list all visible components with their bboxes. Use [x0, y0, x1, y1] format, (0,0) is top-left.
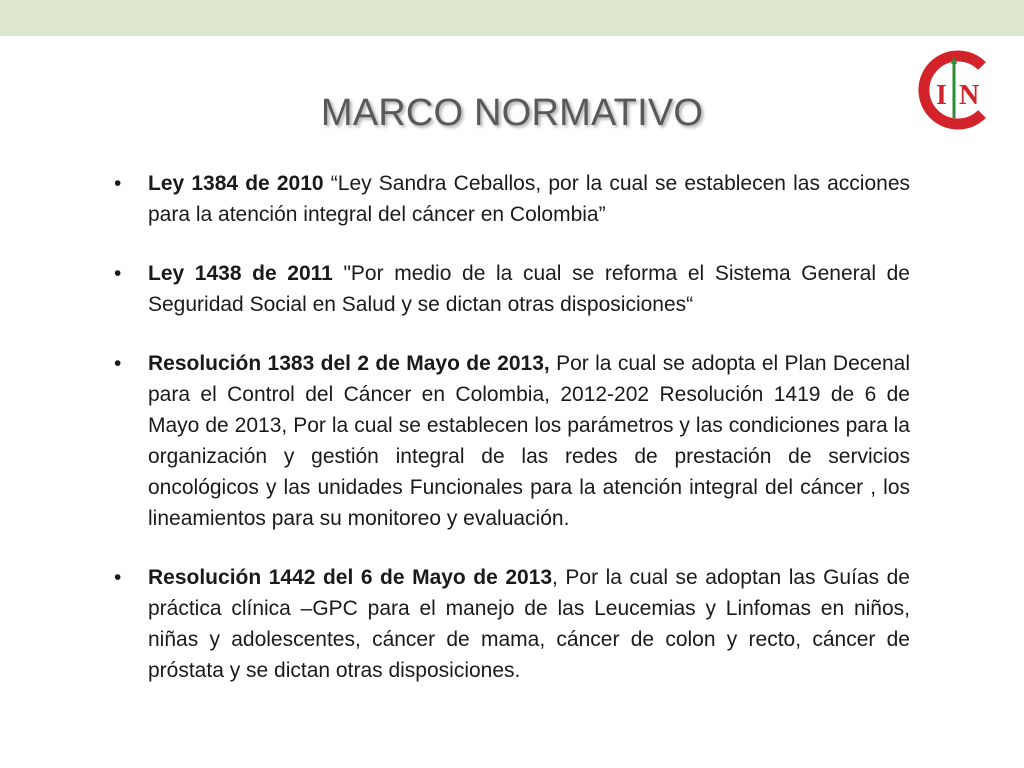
top-band: [0, 0, 1024, 36]
bullet-item: [112, 168, 910, 230]
logo-letter-i: I: [936, 80, 947, 111]
bullet-dot-icon: •: [114, 566, 122, 589]
bullet-item: [112, 562, 910, 686]
bullet-item: [112, 258, 910, 320]
bullet-item: [112, 348, 910, 534]
bullet-body: “Ley Sandra Ceballos, por la cual se establecen las acciones para la atención integral del cáncer en Colombia”: [148, 172, 910, 226]
bullet-list: [112, 168, 910, 714]
bullet-bold: Resolución 1442 del 6 de Mayo de 2013: [148, 566, 553, 589]
bullet-dot-icon: •: [114, 262, 122, 285]
bullet-dot-icon: •: [114, 352, 122, 375]
slide-title: MARCO NORMATIVO: [320, 92, 704, 134]
bullet-bold: Resolución 1383 del 2 de Mayo de 2013,: [148, 352, 550, 375]
bullet-bold: Ley 1384 de 2010: [148, 172, 324, 195]
bullet-dot-icon: •: [114, 172, 122, 195]
bullet-body: Por la cual se adopta el Plan Decenal para el Control del Cáncer en Colombia, 2012-202 Resolución 1419 de 6 de Mayo de 2013, Por la cual se establecen los parámetros y las condiciones para la organización y gestión integral de las redes de prestación de servicios oncológicos y las unidades Funcionales para la atención integral del cáncer , los lineamientos para su monitoreo y evaluación.: [148, 352, 910, 530]
bullet-body: , Por la cual se adoptan las Guías de práctica clínica –GPC para el manejo de las Leucemias y Linfomas en niños, niñas y adolescentes, cáncer de mama, cáncer de colon y recto, cáncer de próstata y se dictan otras disposiciones.: [148, 566, 910, 682]
bullet-bold: Ley 1438 de 2011: [148, 262, 333, 285]
bullet-body: "Por medio de la cual se reforma el Sistema General de Seguridad Social en Salud y se dictan otras disposiciones“: [148, 262, 910, 316]
logo-letter-n: N: [959, 80, 980, 111]
